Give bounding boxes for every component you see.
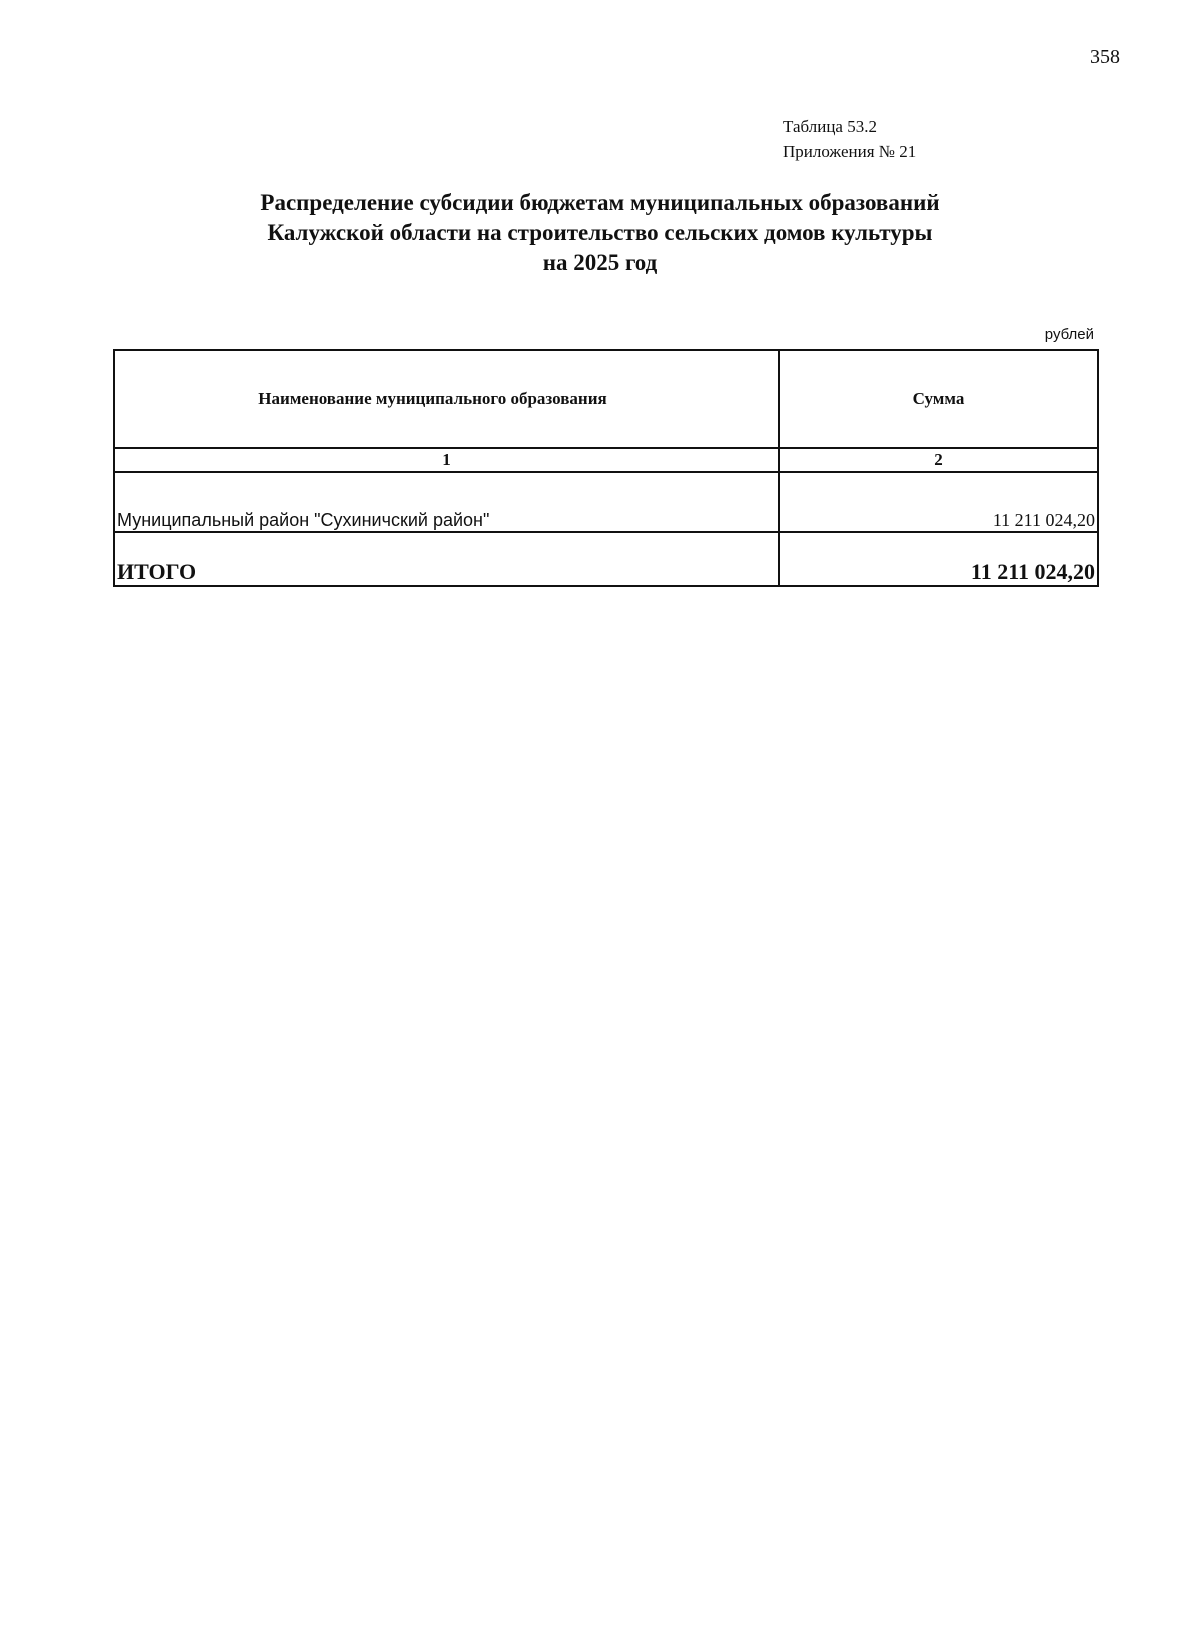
page-number: 358	[1090, 46, 1120, 68]
table-ref-appendix: Приложения № 21	[783, 142, 917, 161]
column-number-name: 1	[114, 448, 779, 472]
unit-label: рублей	[1044, 326, 1094, 343]
column-number-sum: 2	[779, 448, 1098, 472]
total-sum: 11 211 024,20	[779, 532, 1098, 586]
title-line-3: на 2025 год	[542, 250, 658, 275]
column-number-row	[114, 448, 1098, 472]
total-label: ИТОГО	[114, 532, 779, 586]
table-row	[114, 472, 1098, 532]
table-header-row	[114, 350, 1098, 448]
total-row	[114, 532, 1098, 586]
table-reference	[783, 114, 916, 164]
distribution-table	[113, 349, 1099, 587]
header-name: Наименование муниципального образования	[114, 350, 779, 448]
title-line-2: Калужской области на строительство сельских домов культуры	[267, 220, 933, 245]
header-sum: Сумма	[779, 350, 1098, 448]
title-line-1: Распределение субсидии бюджетам муниципальных образований	[260, 190, 940, 215]
row-name: Муниципальный район "Сухиничский район"	[114, 472, 779, 532]
table-ref-number: Таблица 53.2	[783, 117, 877, 136]
row-sum: 11 211 024,20	[779, 472, 1098, 532]
document-title	[150, 188, 1050, 278]
